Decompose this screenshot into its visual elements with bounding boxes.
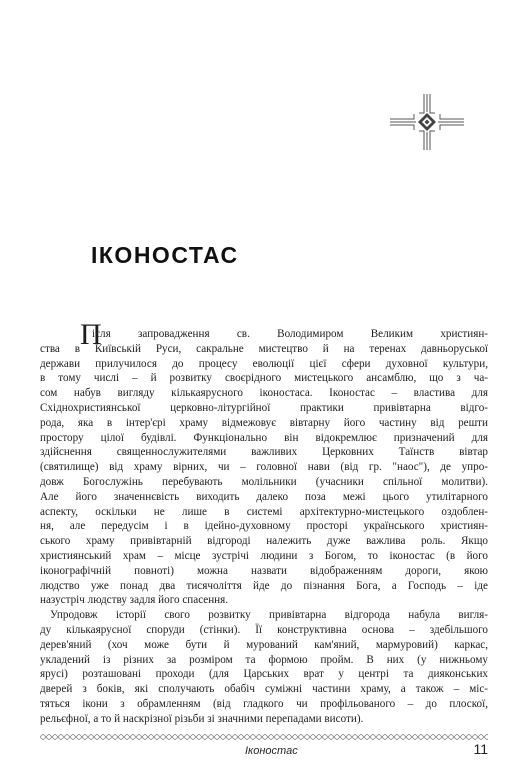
- paragraph-1-line: ського храму привівтарній відгороді належить дуже важлива роль. Якщо: [40, 535, 488, 548]
- paragraph-1-line: Східнохристиянської церковно-літургійної практики привівтарна відго-: [40, 401, 488, 414]
- paragraph-2-line: дверей з боків, які сполучають обабіч суміжні частини храму, а також – міс-: [40, 683, 488, 696]
- paragraph-1-line: здійснення священнослужителями важливих Церковних Таїнств вівтар: [40, 446, 488, 459]
- paragraph-1-line: аспекту, оскільки не лише в системі архітектурно-мистецького оздоблен-: [40, 505, 488, 518]
- paragraph-1-line: (святилище) від храму вірних, чи – головної нави (від гр. "наос"), де упро-: [40, 461, 488, 474]
- body-text: [40, 318, 488, 727]
- paragraph-1-line: Але його значеннєвість виходить далеко поза межі цього утилітарного: [40, 490, 488, 503]
- paragraph-1-line: довж Богослужінь перебувають молільники (учасники спільної молитви).: [40, 475, 488, 488]
- cross-ornament-icon: [388, 92, 466, 152]
- page-title: ІКОНОСТАС: [91, 242, 239, 268]
- paragraph-2-line: рельєфної, а то й наскрізної різьби зі значними перепадами висоти).: [40, 712, 364, 725]
- paragraph-1-line: людство уже понад два тисячоліття йде до пізнання Бога, а Господь – іде: [40, 579, 488, 592]
- paragraph-1-line: християнський храм – місце зустрічі людини з Богом, то іконостас (в його: [40, 549, 488, 562]
- paragraph-2-line: дерев'яний (хоч може бути й мурований кам'яний, мармуровий) каркас,: [40, 638, 488, 651]
- paragraph-1-line: ісля запровадження св. Володимиром Великим християн-: [92, 328, 488, 340]
- paragraph-1-line: ня, але передусім і в ідейно-духовному просторі українського християн-: [40, 520, 488, 533]
- paragraph-1-line: назустріч людству задля його спасення.: [40, 594, 229, 607]
- paragraph-1-line: простору цілої будівлі. Функціонально він відокремлює призначений для: [40, 431, 488, 444]
- paragraph-1-line: сом набув вигляду кількаярусного іконостаса. Іконостас – властива для: [40, 387, 488, 400]
- paragraph-2: [40, 608, 488, 726]
- paragraph-1-line: рода, яка в інтер'єрі храму відмежовує вівтарну його частину від решти: [40, 416, 488, 429]
- paragraph-2-line: Упродовж історії свого розвитку привівтарна відгорода набула вигля-: [50, 609, 488, 622]
- drop-cap: П: [80, 318, 102, 351]
- paragraph-1: [40, 318, 488, 608]
- paragraph-1-line: держави прилучилося до процесу еволюції цієї сфери духовної культури,: [40, 357, 488, 370]
- paragraph-2-line: ду кількаярусної споруди (стінки). Її конструктивна основа – здебільшого: [40, 623, 488, 636]
- paragraph-2-line: укладений із різних за розміром та формою пройм. В них (у нижньому: [40, 653, 488, 666]
- decorative-rule: [40, 734, 488, 740]
- paragraph-1-line: ства в Київській Руси, сакральне мистецтво й на теренах давньоруської: [40, 342, 488, 355]
- running-footer-title: Іконостас: [245, 745, 298, 757]
- paragraph-1-line: іконографічній повноті) можна назвати відображенням дороги, якою: [40, 564, 488, 577]
- paragraph-1-line: в тому числі – й розвитку своєрідного мистецького ансамблю, що з ча-: [40, 372, 488, 385]
- page-number: 11: [473, 741, 488, 757]
- paragraph-2-line: ярусі) розташовані проходи (для Царських врат у центрі та дияконських: [40, 668, 488, 681]
- paragraph-2-line: тяться ікони з обрамленням (від гладкого чи профільованого – до плоскої,: [40, 697, 488, 710]
